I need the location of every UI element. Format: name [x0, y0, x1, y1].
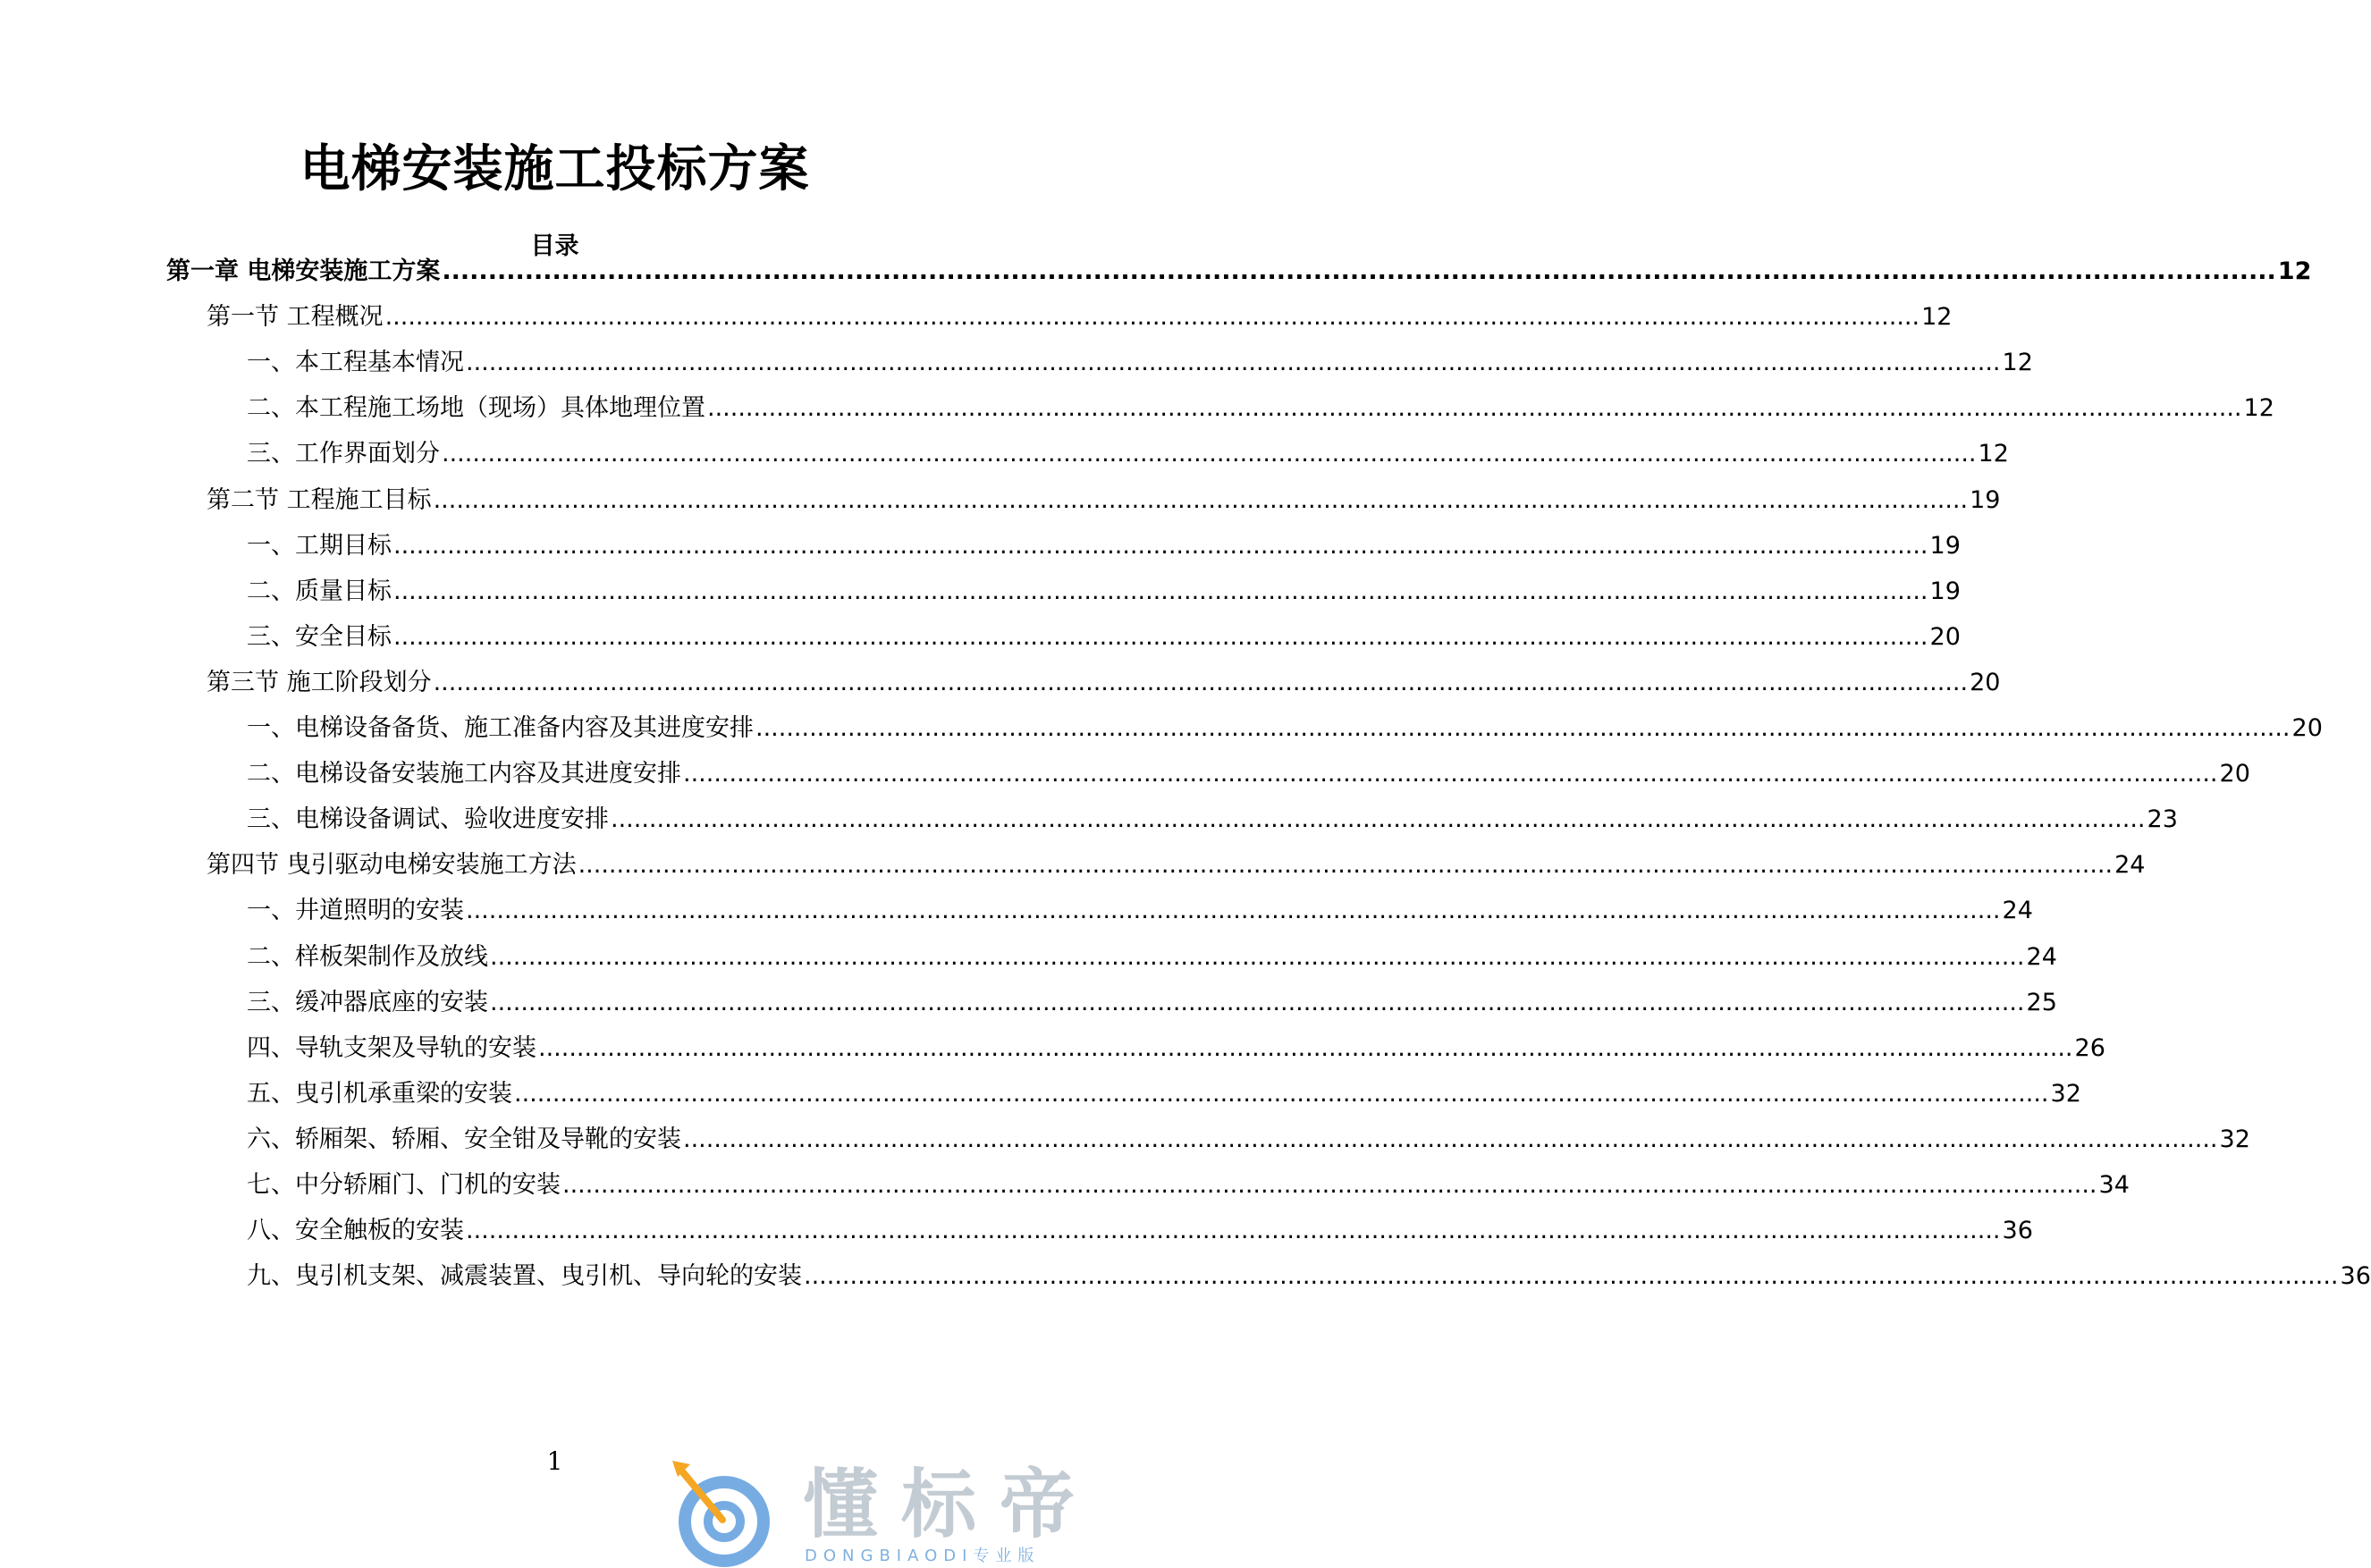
toc-item-entry	[247, 567, 1961, 610]
toc-entry-label: 第四节 曳引驱动电梯安装施工方法	[207, 851, 577, 880]
toc-item-entry	[247, 1069, 2081, 1112]
toc-section-entry	[207, 476, 2001, 518]
toc-leader-dots: ........................................................................................................................................................................................................	[442, 440, 1977, 468]
toc-section-entry	[207, 292, 1953, 335]
toc-item-entry	[247, 978, 2057, 1021]
toc-entry-page: 24	[2002, 897, 2033, 925]
toc-item-entry	[247, 1252, 2371, 1294]
toc-entry-page: 36	[2002, 1217, 2033, 1245]
toc-leader-dots: ........................................................................................................................................................................................................	[578, 851, 2114, 880]
toc-leader-dots: ........................................................................................................................................................................................................	[683, 1125, 2218, 1153]
toc-leader-dots: ........................................................................................................................................................................................................	[804, 1262, 2339, 1291]
toc-entry-label: 二、样板架制作及放线	[247, 942, 488, 971]
toc-entry-label: 七、中分轿厢门、门机的安装	[247, 1171, 561, 1199]
toc-leader-dots: ........................................................................................................................................................................................................	[384, 303, 1920, 332]
toc-entry-label: 二、本工程施工场地（现场）具体地理位置	[247, 394, 705, 423]
toc-entry-label: 一、电梯设备备货、施工准备内容及其进度安排	[247, 714, 754, 742]
toc-entry-label: 第二节 工程施工目标	[207, 485, 432, 514]
toc-entry-label: 第一章 电梯安装施工方案	[166, 257, 441, 285]
watermark-subtitle: DONGBIAODI专业版	[805, 1547, 1041, 1565]
toc-item-entry	[247, 612, 1961, 655]
toc-item-entry	[247, 932, 2057, 975]
toc-chapter-entry	[166, 247, 2312, 290]
toc-item-entry	[247, 384, 2274, 426]
toc-section-entry	[207, 658, 2001, 701]
toc-entry-label: 一、井道照明的安装	[247, 897, 464, 925]
toc-entry-page: 12	[2002, 349, 2033, 377]
toc-entry-label: 三、电梯设备调试、验收进度安排	[247, 805, 609, 834]
toc-entry-label: 二、质量目标	[247, 577, 392, 605]
toc-leader-dots: ........................................................................................................................................................................................................	[562, 1171, 2097, 1199]
toc-leader-dots: ........................................................................................................................................................................................................	[466, 1217, 2001, 1245]
toc-leader-dots: ........................................................................................................................................................................................................	[466, 897, 2001, 925]
toc-leader-dots: ........................................................................................................................................................................................................	[433, 668, 1969, 696]
toc-entry-page: 20	[1929, 622, 1961, 651]
toc-leader-dots: ........................................................................................................................................................................................................	[490, 988, 2025, 1016]
target-logo-icon	[669, 1459, 776, 1568]
toc-entry-label: 九、曳引机支架、减震装置、曳引机、导向轮的安装	[247, 1262, 802, 1291]
toc-leader-dots: ........................................................................................................................................................................................................	[433, 485, 1969, 514]
toc-entry-page: 34	[2098, 1171, 2130, 1199]
toc-leader-dots: ........................................................................................................................................................................................................	[393, 622, 1928, 651]
toc-entry-page: 20	[1970, 668, 2001, 696]
toc-leader-dots: ........................................................................................................................................................................................................	[538, 1033, 2073, 1062]
toc-leader-dots: ........................................................................................................................................................................................................	[755, 714, 2291, 742]
toc-entry-page: 19	[1929, 531, 1961, 560]
toc-entry-page: 32	[2219, 1125, 2250, 1153]
toc-entry-page: 12	[2277, 257, 2312, 285]
toc-item-entry	[247, 795, 2178, 838]
toc-leader-dots: ........................................................................................................................................................................................................	[707, 394, 2242, 423]
toc-entry-page: 20	[2291, 714, 2323, 742]
toc-entry-label: 五、曳引机承重梁的安装	[247, 1079, 512, 1108]
toc-item-entry	[247, 521, 1961, 564]
toc-entry-page: 23	[2147, 805, 2178, 834]
watermark-brand: 懂标帝	[803, 1461, 1099, 1548]
toc-entry-page: 12	[2243, 394, 2274, 423]
toc-leader-dots: ........................................................................................................................................................................................................	[683, 760, 2218, 788]
toc-leader-dots: ........................................................................................................................................................................................................	[611, 805, 2146, 834]
toc-entry-label: 三、缓冲器底座的安装	[247, 988, 488, 1016]
document-title: 电梯安装施工投标方案	[300, 140, 810, 198]
toc-item-entry	[247, 1024, 2105, 1066]
toc-leader-dots: ........................................................................................................................................................................................................	[490, 942, 2025, 971]
toc-entry-page: 12	[1921, 303, 1953, 332]
toc-item-entry	[247, 749, 2250, 792]
watermark	[669, 1459, 1110, 1568]
toc-leader-dots: ........................................................................................................................................................................................................	[393, 577, 1928, 605]
toc-entry-label: 二、电梯设备安装施工内容及其进度安排	[247, 760, 681, 788]
toc-entry-label: 三、安全目标	[247, 622, 392, 651]
toc-section-entry	[207, 840, 2146, 883]
toc-entry-page: 20	[2219, 760, 2250, 788]
toc-entry-label: 三、工作界面划分	[247, 440, 440, 468]
toc-item-entry	[247, 1115, 2250, 1158]
toc-leader-dots: ........................................................................................................................................................................................................	[393, 531, 1928, 560]
toc-item-entry	[247, 1160, 2130, 1203]
toc-entry-label: 第三节 施工阶段划分	[207, 668, 432, 696]
toc-entry-page: 19	[1970, 485, 2001, 514]
page-number: 1	[546, 1446, 563, 1476]
toc-entry-page: 26	[2074, 1033, 2105, 1062]
toc-entry-label: 第一节 工程概况	[207, 303, 384, 332]
toc-entry-label: 一、工期目标	[247, 531, 392, 560]
toc-item-entry	[247, 886, 2033, 929]
toc-heading: 目录	[530, 232, 579, 260]
toc-item-entry	[247, 338, 2033, 381]
toc-entry-page: 36	[2340, 1262, 2371, 1291]
toc-entry-page: 32	[2050, 1079, 2081, 1108]
toc-entry-page: 12	[1978, 440, 2009, 468]
toc-leader-dots: ........................................................................................................................................................................................................	[514, 1079, 2049, 1108]
toc-entry-label: 八、安全触板的安装	[247, 1217, 464, 1245]
toc-entry-label: 四、导轨支架及导轨的安装	[247, 1033, 536, 1062]
toc-item-entry	[247, 1206, 2033, 1249]
toc-entry-page: 19	[1929, 577, 1961, 605]
toc-entry-page: 24	[2114, 851, 2146, 880]
toc-entry-label: 一、本工程基本情况	[247, 349, 464, 377]
toc-item-entry	[247, 704, 2323, 746]
toc-entry-page: 24	[2026, 942, 2057, 971]
toc-leader-dots: ........................................................................................................................................................................................................	[466, 349, 2001, 377]
toc-leader-dots: ........................................................................................................................................................................................................	[442, 257, 2276, 285]
toc-entry-label: 六、轿厢架、轿厢、安全钳及导靴的安装	[247, 1125, 681, 1153]
toc-item-entry	[247, 429, 2009, 472]
toc-entry-page: 25	[2026, 988, 2057, 1016]
